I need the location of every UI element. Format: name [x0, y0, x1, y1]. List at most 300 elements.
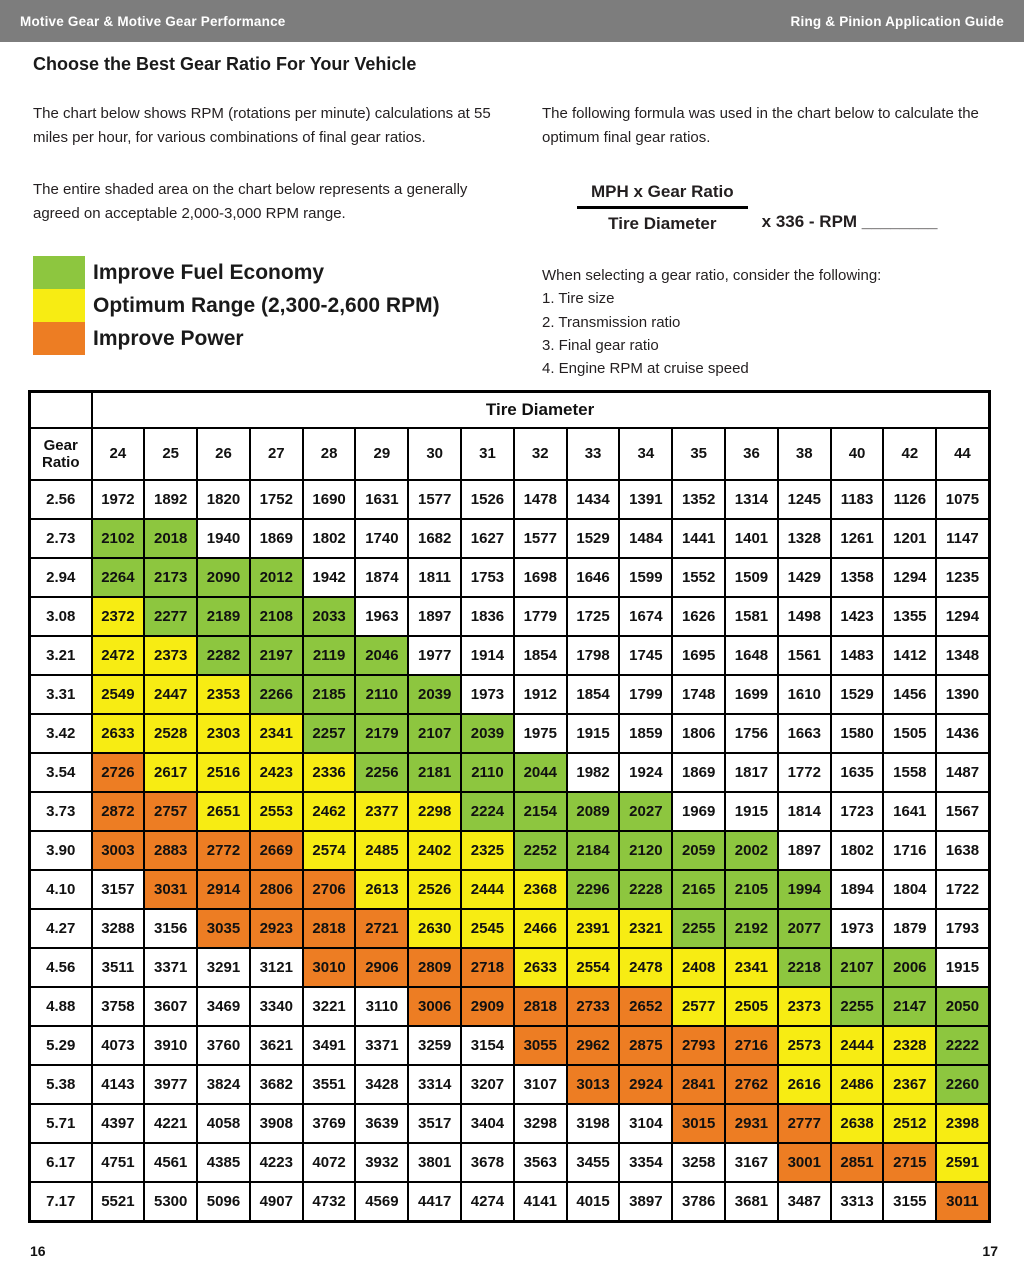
rpm-cell: 2368	[514, 870, 567, 909]
rpm-cell: 3487	[778, 1182, 831, 1222]
rpm-cell: 2341	[725, 948, 778, 987]
rpm-cell: 2039	[461, 714, 514, 753]
gear-ratio-cell: 6.17	[30, 1143, 92, 1182]
rpm-cell: 2039	[408, 675, 461, 714]
rpm-cell: 1969	[672, 792, 725, 831]
rpm-cell: 2931	[725, 1104, 778, 1143]
rpm-cell: 1423	[831, 597, 884, 636]
gear-ratio-cell: 4.10	[30, 870, 92, 909]
rpm-cell: 2733	[567, 987, 620, 1026]
rpm-cell: 2818	[514, 987, 567, 1026]
gear-ratio-cell: 3.42	[30, 714, 92, 753]
formula-suffix: x 336 - RPM ________	[761, 212, 938, 231]
rpm-cell: 1879	[883, 909, 936, 948]
rpm-cell: 3563	[514, 1143, 567, 1182]
rpm-cell: 2372	[92, 597, 145, 636]
rpm-cell: 3455	[567, 1143, 620, 1182]
rpm-cell: 2264	[92, 558, 145, 597]
rpm-cell: 1401	[725, 519, 778, 558]
rpm-cell: 1772	[778, 753, 831, 792]
rpm-cell: 2652	[619, 987, 672, 1026]
rpm-cell: 2923	[250, 909, 303, 948]
rpm-cell: 3517	[408, 1104, 461, 1143]
tire-diameter-col-header: 31	[461, 428, 514, 480]
rpm-cell: 1529	[831, 675, 884, 714]
rpm-cell: 2505	[725, 987, 778, 1026]
table-row	[30, 1026, 990, 1065]
rpm-cell: 2402	[408, 831, 461, 870]
rpm-cell: 2478	[619, 948, 672, 987]
rpm-cell: 3313	[831, 1182, 884, 1222]
legend-label: Improve Fuel Economy	[93, 260, 325, 284]
rpm-cell: 2669	[250, 831, 303, 870]
rpm-cell: 3259	[408, 1026, 461, 1065]
rpm-cell: 2325	[461, 831, 514, 870]
rpm-cell: 2102	[92, 519, 145, 558]
rpm-cell: 4417	[408, 1182, 461, 1222]
rpm-cell: 1352	[672, 480, 725, 519]
gear-ratio-cell: 3.73	[30, 792, 92, 831]
rpm-cell: 1753	[461, 558, 514, 597]
rpm-cell: 1722	[936, 870, 989, 909]
rpm-cell: 1355	[883, 597, 936, 636]
rpm-cell: 1390	[936, 675, 989, 714]
rpm-cell: 2633	[92, 714, 145, 753]
rpm-cell: 2260	[936, 1065, 989, 1104]
rpm-cell: 1235	[936, 558, 989, 597]
rpm-cell: 1126	[883, 480, 936, 519]
legend-row-fuel-economy	[33, 256, 503, 289]
gear-ratio-cell: 3.90	[30, 831, 92, 870]
rpm-cell: 2120	[619, 831, 672, 870]
rpm-cell: 2906	[355, 948, 408, 987]
rpm-cell: 2914	[197, 870, 250, 909]
rpm-cell: 3198	[567, 1104, 620, 1143]
rpm-cell: 2192	[725, 909, 778, 948]
rpm-cell: 2296	[567, 870, 620, 909]
gear-ratio-cell: 7.17	[30, 1182, 92, 1222]
rpm-cell: 2255	[831, 987, 884, 1026]
rpm-cell: 3511	[92, 948, 145, 987]
intro-paragraph-2: The entire shaded area on the chart below represents a generally agreed on acceptable 2,000-3,000 RPM range.	[33, 181, 468, 222]
rpm-cell: 4385	[197, 1143, 250, 1182]
rpm-cell: 1626	[672, 597, 725, 636]
rpm-cell: 2793	[672, 1026, 725, 1065]
rpm-cell: 3491	[303, 1026, 356, 1065]
considerations-title: When selecting a gear ratio, consider the following:	[542, 267, 882, 284]
green-swatch	[33, 256, 85, 289]
rpm-cell: 4732	[303, 1182, 356, 1222]
rpm-cell: 2777	[778, 1104, 831, 1143]
rpm-cell: 1854	[514, 636, 567, 675]
table-row	[30, 597, 990, 636]
gear-ratio-cell: 2.94	[30, 558, 92, 597]
yellow-swatch	[33, 289, 85, 322]
rpm-cell: 1567	[936, 792, 989, 831]
rpm-cell: 1509	[725, 558, 778, 597]
rpm-cell: 1994	[778, 870, 831, 909]
page-number-right: 17	[982, 1243, 998, 1259]
rpm-cell: 2447	[144, 675, 197, 714]
rpm-cell: 3678	[461, 1143, 514, 1182]
rpm-cell: 1869	[250, 519, 303, 558]
tire-diameter-col-header: 27	[250, 428, 303, 480]
rpm-cell: 2105	[725, 870, 778, 909]
rpm-cell: 1478	[514, 480, 567, 519]
rpm-cell: 1942	[303, 558, 356, 597]
rpm-cell: 2033	[303, 597, 356, 636]
rpm-cell: 1798	[567, 636, 620, 675]
rpm-cell: 1793	[936, 909, 989, 948]
rpm-cell: 1915	[725, 792, 778, 831]
rpm-cell: 1690	[303, 480, 356, 519]
legend-row-optimum	[33, 289, 503, 322]
table-row	[30, 987, 990, 1026]
rpm-cell: 3314	[408, 1065, 461, 1104]
table-row	[30, 558, 990, 597]
rpm-cell: 3758	[92, 987, 145, 1026]
rpm-cell: 1147	[936, 519, 989, 558]
table-row	[30, 636, 990, 675]
rpm-cell: 3932	[355, 1143, 408, 1182]
rpm-cell: 2818	[303, 909, 356, 948]
rpm-cell: 1982	[567, 753, 620, 792]
rpm-cell: 3551	[303, 1065, 356, 1104]
gear-ratio-cell: 4.56	[30, 948, 92, 987]
rpm-cell: 1972	[92, 480, 145, 519]
rpm-cell: 5096	[197, 1182, 250, 1222]
tire-diameter-col-header: 35	[672, 428, 725, 480]
rpm-cell: 1561	[778, 636, 831, 675]
rpm-cell: 2909	[461, 987, 514, 1026]
rpm-cell: 5521	[92, 1182, 145, 1222]
rpm-cell: 2119	[303, 636, 356, 675]
rpm-cell: 1314	[725, 480, 778, 519]
rpm-cell: 2526	[408, 870, 461, 909]
rpm-cell: 2377	[355, 792, 408, 831]
rpm-cell: 3897	[619, 1182, 672, 1222]
rpm-cell: 3258	[672, 1143, 725, 1182]
rpm-cell: 3015	[672, 1104, 725, 1143]
rpm-cell: 1641	[883, 792, 936, 831]
consideration-item: 4. Engine RPM at cruise speed	[542, 360, 749, 377]
consideration-item: 2. Transmission ratio	[542, 313, 681, 331]
rpm-cell: 3769	[303, 1104, 356, 1143]
rpm-cell: 2549	[92, 675, 145, 714]
right-column	[542, 102, 994, 380]
rpm-cell: 1412	[883, 636, 936, 675]
tire-diameter-col-header: 34	[619, 428, 672, 480]
rpm-cell: 1484	[619, 519, 672, 558]
rpm-cell: 3340	[250, 987, 303, 1026]
rpm-cell: 1577	[514, 519, 567, 558]
rpm-cell: 1183	[831, 480, 884, 519]
rpm-cell: 2266	[250, 675, 303, 714]
gear-ratio-cell: 5.71	[30, 1104, 92, 1143]
rpm-cell: 3977	[144, 1065, 197, 1104]
rpm-cell: 1802	[303, 519, 356, 558]
rpm-cell: 2277	[144, 597, 197, 636]
rpm-cell: 4143	[92, 1065, 145, 1104]
rpm-cell: 2516	[197, 753, 250, 792]
rpm-cell: 2110	[461, 753, 514, 792]
rpm-cell: 1581	[725, 597, 778, 636]
rpm-cell: 2108	[250, 597, 303, 636]
rpm-cell: 2012	[250, 558, 303, 597]
rpm-cell: 2462	[303, 792, 356, 831]
rpm-cell: 2651	[197, 792, 250, 831]
tire-diameter-col-header: 36	[725, 428, 778, 480]
rpm-cell: 1723	[831, 792, 884, 831]
rpm-cell: 2089	[567, 792, 620, 831]
top-header-bar	[0, 0, 1024, 42]
rpm-cell: 2883	[144, 831, 197, 870]
rpm-cell: 1820	[197, 480, 250, 519]
rpm-cell: 2872	[92, 792, 145, 831]
rpm-cell: 3155	[883, 1182, 936, 1222]
rpm-cell: 2924	[619, 1065, 672, 1104]
rpm-cell: 1487	[936, 753, 989, 792]
rpm-cell: 3035	[197, 909, 250, 948]
rpm-cell: 2077	[778, 909, 831, 948]
rpm-cell: 3469	[197, 987, 250, 1026]
rpm-cell: 1811	[408, 558, 461, 597]
rpm-cell: 1456	[883, 675, 936, 714]
rpm-cell: 1558	[883, 753, 936, 792]
rpm-cell: 2633	[514, 948, 567, 987]
rpm-cell: 2630	[408, 909, 461, 948]
table-row	[30, 480, 990, 519]
table-row	[30, 948, 990, 987]
page-number-left: 16	[30, 1243, 46, 1259]
formula-denominator: Tire Diameter	[608, 214, 717, 233]
rpm-cell: 2706	[303, 870, 356, 909]
rpm-cell: 2553	[250, 792, 303, 831]
rpm-cell: 3621	[250, 1026, 303, 1065]
gear-ratio-cell: 5.38	[30, 1065, 92, 1104]
rpm-cell: 2154	[514, 792, 567, 831]
rpm-cell: 3013	[567, 1065, 620, 1104]
table-row	[30, 792, 990, 831]
rpm-cell: 2222	[936, 1026, 989, 1065]
rpm-cell: 2528	[144, 714, 197, 753]
gear-ratio-cell: 2.56	[30, 480, 92, 519]
rpm-cell: 4015	[567, 1182, 620, 1222]
rpm-cell: 2444	[461, 870, 514, 909]
rpm-cell: 1977	[408, 636, 461, 675]
gear-ratio-header: Gear Ratio	[30, 428, 92, 480]
legend-label: Improve Power	[93, 326, 244, 350]
rpm-cell: 1580	[831, 714, 884, 753]
rpm-cell: 2321	[619, 909, 672, 948]
rpm-cell: 1915	[936, 948, 989, 987]
rpm-cell: 1699	[725, 675, 778, 714]
rpm-cell: 3157	[92, 870, 145, 909]
rpm-cell: 1635	[831, 753, 884, 792]
rpm-cell: 1802	[831, 831, 884, 870]
rpm-cell: 1915	[567, 714, 620, 753]
rpm-cell: 2107	[408, 714, 461, 753]
rpm-cell: 2591	[936, 1143, 989, 1182]
rpm-cell: 3354	[619, 1143, 672, 1182]
rpm-cell: 4221	[144, 1104, 197, 1143]
rpm-cell: 3121	[250, 948, 303, 987]
rpm-cell: 1436	[936, 714, 989, 753]
rpm-cell: 1529	[567, 519, 620, 558]
rpm-cell: 4561	[144, 1143, 197, 1182]
rpm-cell: 2110	[355, 675, 408, 714]
rpm-cell: 3167	[725, 1143, 778, 1182]
rpm-cell: 2809	[408, 948, 461, 987]
tire-diameter-col-header: 25	[144, 428, 197, 480]
rpm-cell: 3104	[619, 1104, 672, 1143]
rpm-cell: 1912	[514, 675, 567, 714]
rpm-cell: 3801	[408, 1143, 461, 1182]
legend-row-power	[33, 322, 503, 355]
rpm-cell: 3011	[936, 1182, 989, 1222]
rpm-cell: 3006	[408, 987, 461, 1026]
rpm-cell: 3031	[144, 870, 197, 909]
rpm-cell: 1328	[778, 519, 831, 558]
rpm-cell: 5300	[144, 1182, 197, 1222]
rpm-cell: 1505	[883, 714, 936, 753]
consideration-item: 1. Tire size	[542, 290, 615, 308]
rpm-cell: 2147	[883, 987, 936, 1026]
rpm-cell: 1973	[461, 675, 514, 714]
rpm-cell: 2184	[567, 831, 620, 870]
rpm-cell: 2059	[672, 831, 725, 870]
gear-ratio-cell: 4.27	[30, 909, 92, 948]
rpm-cell: 1358	[831, 558, 884, 597]
rpm-cell: 3428	[355, 1065, 408, 1104]
rpm-cell: 2303	[197, 714, 250, 753]
rpm-cell: 1245	[778, 480, 831, 519]
rpm-cell: 3107	[514, 1065, 567, 1104]
rpm-cell: 3298	[514, 1104, 567, 1143]
rpm-cell: 2173	[144, 558, 197, 597]
rpm-cell: 1894	[831, 870, 884, 909]
rpm-cell: 1648	[725, 636, 778, 675]
rpm-cell: 3607	[144, 987, 197, 1026]
tire-diameter-col-header: 44	[936, 428, 989, 480]
table-row	[30, 831, 990, 870]
table-row	[30, 675, 990, 714]
tire-diameter-col-header: 30	[408, 428, 461, 480]
table-row	[30, 1182, 990, 1222]
rpm-cell: 2486	[831, 1065, 884, 1104]
table-row	[30, 870, 990, 909]
rpm-cell: 2757	[144, 792, 197, 831]
rpm-cell: 3207	[461, 1065, 514, 1104]
rpm-cell: 2718	[461, 948, 514, 987]
rpm-cell: 2257	[303, 714, 356, 753]
tire-diameter-col-header: 29	[355, 428, 408, 480]
rpm-cell: 1526	[461, 480, 514, 519]
rpm-cell: 2107	[831, 948, 884, 987]
rpm-cell: 1854	[567, 675, 620, 714]
gear-ratio-cell: 3.08	[30, 597, 92, 636]
rpm-cell: 2328	[883, 1026, 936, 1065]
table-row	[30, 909, 990, 948]
rpm-formula	[577, 182, 994, 234]
color-legend	[33, 256, 503, 355]
rpm-cell: 1779	[514, 597, 567, 636]
rpm-cell: 1348	[936, 636, 989, 675]
rpm-cell: 1725	[567, 597, 620, 636]
rpm-cell: 2574	[303, 831, 356, 870]
rpm-cell: 1552	[672, 558, 725, 597]
table-row	[30, 753, 990, 792]
rpm-table-container	[28, 390, 988, 1223]
legend-label: Optimum Range (2,300-2,600 RPM)	[93, 293, 440, 317]
rpm-cell: 2373	[144, 636, 197, 675]
consideration-item: 3. Final gear ratio	[542, 336, 659, 354]
rpm-cell: 2512	[883, 1104, 936, 1143]
rpm-cell: 3682	[250, 1065, 303, 1104]
rpm-cell: 1897	[408, 597, 461, 636]
rpm-cell: 2772	[197, 831, 250, 870]
orange-swatch	[33, 322, 85, 355]
rpm-cell: 1599	[619, 558, 672, 597]
rpm-cell: 2616	[778, 1065, 831, 1104]
rpm-cell: 2472	[92, 636, 145, 675]
rpm-cell: 1391	[619, 480, 672, 519]
gear-ratio-cell: 2.73	[30, 519, 92, 558]
rpm-cell: 2018	[144, 519, 197, 558]
tire-diameter-col-header: 28	[303, 428, 356, 480]
rpm-cell: 2256	[355, 753, 408, 792]
header-right-title: Ring & Pinion Application Guide	[790, 13, 1004, 29]
rpm-cell: 4274	[461, 1182, 514, 1222]
rpm-cell: 2444	[831, 1026, 884, 1065]
rpm-cell: 1814	[778, 792, 831, 831]
rpm-cell: 1973	[831, 909, 884, 948]
rpm-cell: 2721	[355, 909, 408, 948]
rpm-cell: 2228	[619, 870, 672, 909]
rpm-cell: 2373	[778, 987, 831, 1026]
rpm-cell: 3824	[197, 1065, 250, 1104]
rpm-cell: 1804	[883, 870, 936, 909]
rpm-cell: 1682	[408, 519, 461, 558]
rpm-cell: 2715	[883, 1143, 936, 1182]
rpm-cell: 1748	[672, 675, 725, 714]
rpm-cell: 3639	[355, 1104, 408, 1143]
rpm-cell: 1075	[936, 480, 989, 519]
tire-diameter-span-header: Tire Diameter	[92, 392, 990, 429]
gear-ratio-cell: 3.54	[30, 753, 92, 792]
rpm-cell: 1695	[672, 636, 725, 675]
rpm-cell: 2218	[778, 948, 831, 987]
rpm-cell: 1963	[355, 597, 408, 636]
left-column	[33, 102, 503, 355]
rpm-cell: 1892	[144, 480, 197, 519]
rpm-cell: 3760	[197, 1026, 250, 1065]
rpm-cell: 3910	[144, 1026, 197, 1065]
rpm-cell: 1483	[831, 636, 884, 675]
rpm-cell: 3001	[778, 1143, 831, 1182]
rpm-cell: 3371	[355, 1026, 408, 1065]
rpm-cell: 2962	[567, 1026, 620, 1065]
rpm-cell: 1740	[355, 519, 408, 558]
rpm-cell: 2046	[355, 636, 408, 675]
rpm-cell: 2617	[144, 753, 197, 792]
gear-ratio-rpm-table	[28, 390, 991, 1223]
rpm-cell: 2367	[883, 1065, 936, 1104]
rpm-cell: 1745	[619, 636, 672, 675]
rpm-cell: 1716	[883, 831, 936, 870]
rpm-cell: 2197	[250, 636, 303, 675]
rpm-cell: 3681	[725, 1182, 778, 1222]
